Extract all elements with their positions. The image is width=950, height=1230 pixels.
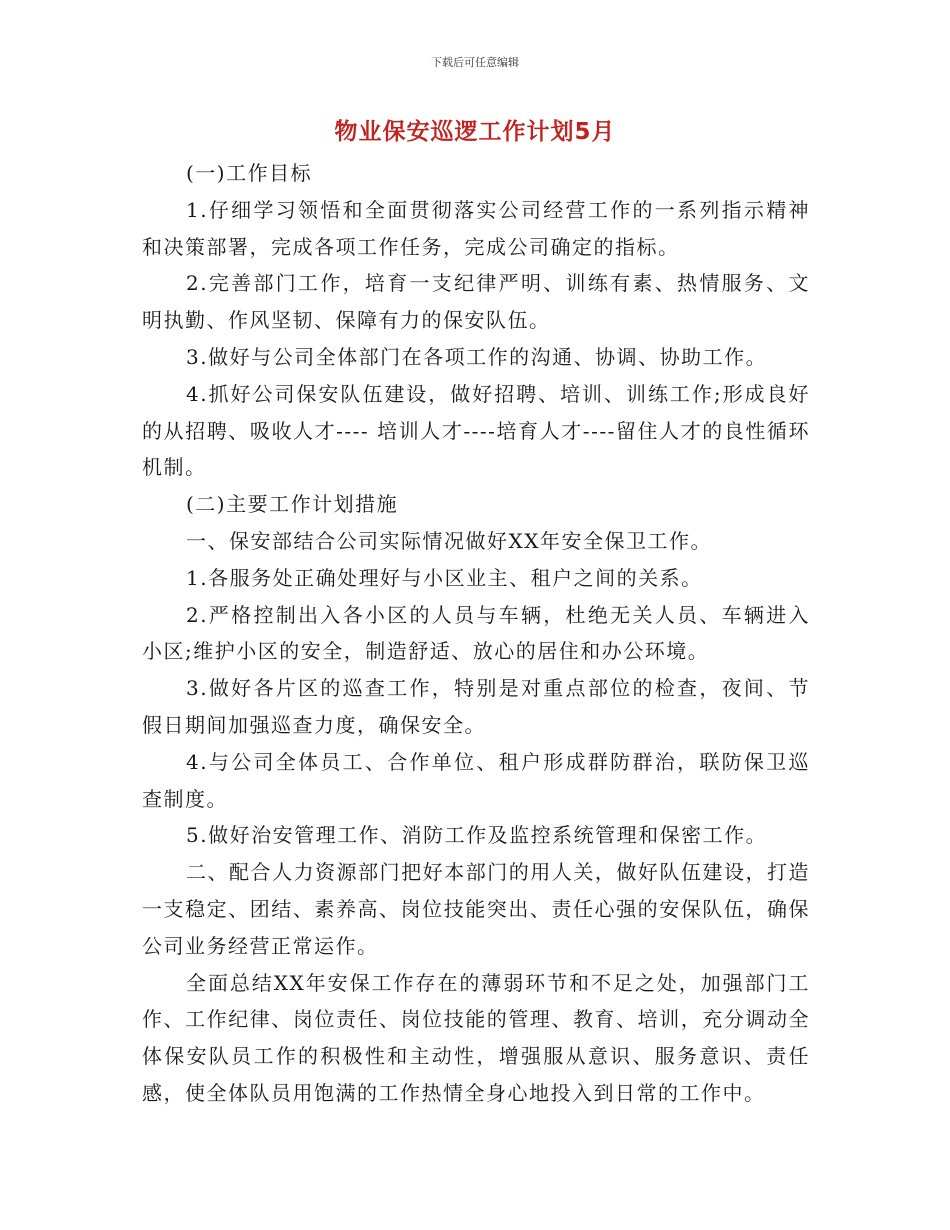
document-title: 物业保安巡逻工作计划5月 — [334, 119, 616, 145]
paragraph: 1.各服务处正确处理好与小区业主、租户之间的关系。 — [186, 565, 703, 590]
header-note: 下载后可任意编辑 — [431, 56, 519, 69]
paragraph: 全面总结XX年安保工作存在的薄弱环节和不足之处，加强部门工作、工作纪律、岗位责任、岗位技能的管理、教育、培训，充分调动全体保安队员工作的积极性和主动性，增强服从意识、服务意识、责任感，使全体队员用饱满的工作热情全身心地投入到日常的工作中。 — [142, 970, 810, 1105]
paragraph: 4.与公司全体员工、合作单位、租户形成群防群治，联防保卫巡查制度。 — [142, 749, 810, 811]
paragraph: 3.做好各片区的巡查工作，特别是对重点部位的检查，夜间、节假日期间加强巡查力度，确保安全。 — [142, 676, 810, 737]
paragraph: 3.做好与公司全体部门在各项工作的沟通、协调、协助工作。 — [186, 344, 768, 369]
section-heading-goals: (一)工作目标 — [186, 161, 313, 185]
paragraph: 2.完善部门工作，培育一支纪律严明、训练有素、热情服务、文明执勤、作风坚韧、保障有力的保安队伍。 — [142, 271, 810, 333]
document-body — [142, 155, 810, 1112]
paragraph: 二、配合人力资源部门把好本部门的用人关，做好队伍建设，打造一支稳定、团结、素养高、岗位技能突出、责任心强的安保队伍，确保公司业务经营正常运作。 — [142, 860, 810, 958]
paragraph: 一、保安部结合公司实际情况做好XX年安全保卫工作。 — [186, 528, 712, 553]
paragraph: 4.抓好公司保安队伍建设，做好招聘、培训、训练工作;形成良好的从招聘、吸收人才---- 培训人才----培育人才----留住人才的良性循环机制。 — [142, 381, 810, 480]
paragraph: 1.仔细学习领悟和全面贯彻落实公司经营工作的一系列指示精神和决策部署，完成各项工作任务，完成公司确定的指标。 — [142, 197, 810, 259]
paragraph: 5.做好治安管理工作、消防工作及监控系统管理和保密工作。 — [186, 823, 768, 848]
section-heading-measures: (二)主要工作计划措施 — [186, 492, 399, 517]
paragraph: 2.严格控制出入各小区的人员与车辆，杜绝无关人员、车辆进入小区;维护小区的安全，制造舒适、放心的居住和办公环境。 — [142, 602, 810, 664]
